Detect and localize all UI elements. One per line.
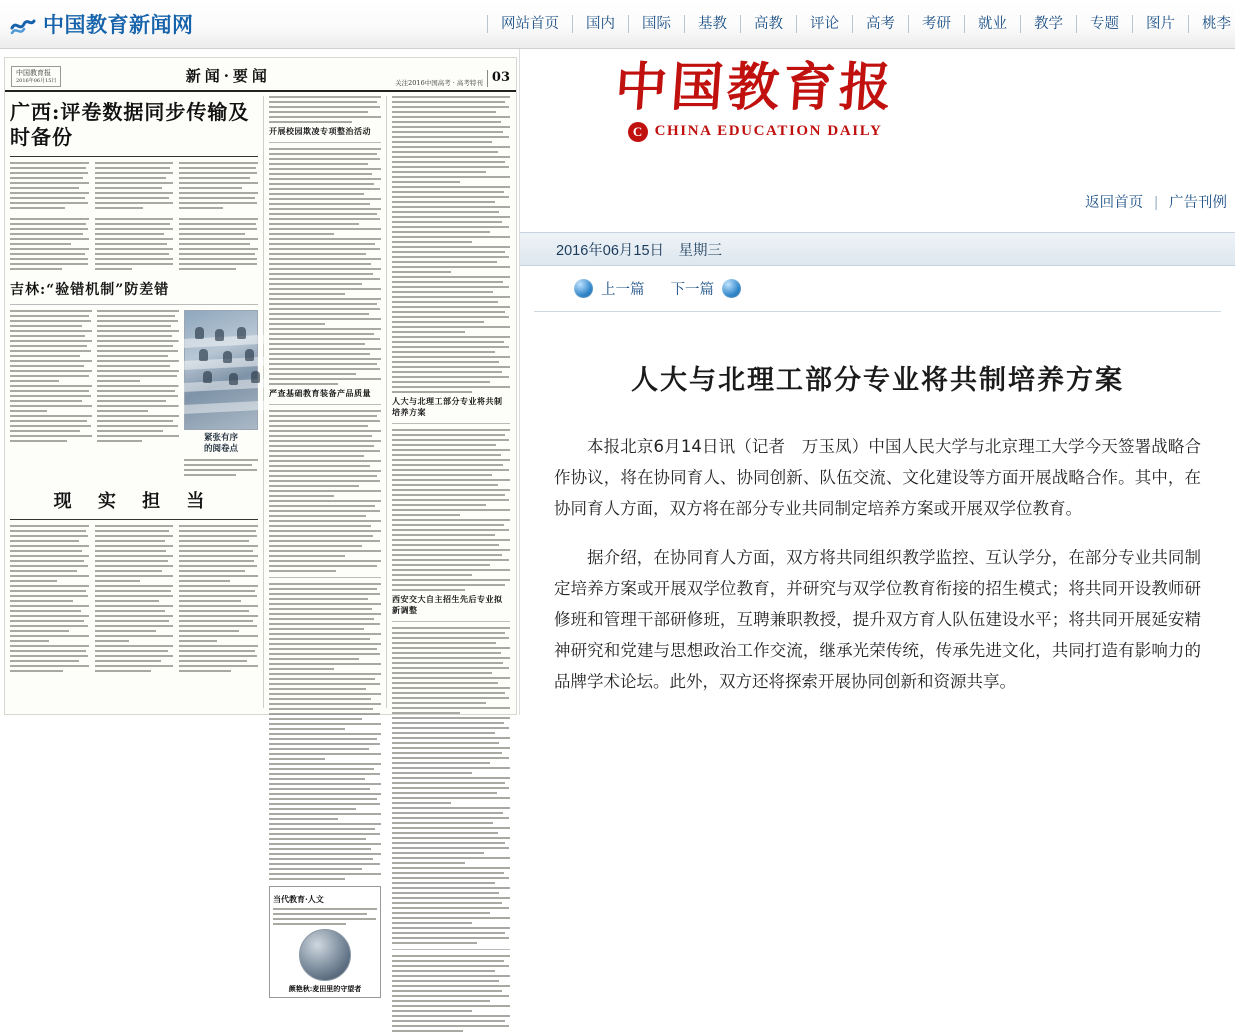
newspaper-column-1 <box>10 96 264 708</box>
newspaper-column-3 <box>392 96 510 708</box>
prev-article-link[interactable]: 上一篇 <box>601 282 645 298</box>
newspaper-masthead <box>5 58 516 92</box>
column-text-block <box>179 218 258 273</box>
column-text-block <box>392 96 510 393</box>
ad-rates-link[interactable]: 广告刊例 <box>1169 195 1227 211</box>
column-text-block <box>269 96 381 123</box>
newspaper-photo-exam-room <box>184 310 258 430</box>
publication-date: 2016年06月15日 星期三 <box>556 242 723 259</box>
china-education-daily-logo[interactable] <box>595 57 915 142</box>
column-text-block <box>392 955 510 1032</box>
article-paragraph-1: 本报北京6月14日讯（记者 万玉凤）中国人民大学与北京理工大学今天签署战略合作协议，将在协同育人、协同创新、队伍交流、文化建设等方面开展战略合作。其中，在协同育人方面，双方将在部分专业共同制定培养方案或开展双学位教育。 <box>554 437 1201 518</box>
masthead-links <box>1085 191 1227 212</box>
nav-item-1[interactable]: 国内 <box>573 15 629 33</box>
site-brand[interactable] <box>0 9 300 39</box>
nav-item-11[interactable]: 图片 <box>1133 15 1189 33</box>
newspaper-bottom-label: 当代教育·人文 <box>273 894 324 904</box>
paper-title-cn: 中国教育报 <box>612 57 898 118</box>
paper-title-en-row <box>595 122 915 142</box>
nav-item-10[interactable]: 专题 <box>1077 15 1133 33</box>
newspaper-bottom-title: 颜艳秋:麦田里的守望者 <box>288 984 362 993</box>
nav-item-4[interactable]: 高教 <box>741 15 797 33</box>
column-text-block <box>10 218 89 273</box>
nav-item-12[interactable]: 桃李 <box>1202 16 1231 32</box>
paper-masthead-area <box>520 49 1235 232</box>
newspaper-page-meta <box>395 70 510 87</box>
next-article-link[interactable]: 下一篇 <box>670 282 714 298</box>
wave-logo-icon <box>10 11 36 37</box>
newspaper-headline-col3-mid: 西安交大自主招生先后专业拟新调整 <box>392 594 503 615</box>
newspaper-page-number: 03 <box>487 70 510 87</box>
column-text-block <box>95 525 174 675</box>
newspaper-page-image[interactable] <box>4 57 517 993</box>
nav-item-9[interactable]: 教学 <box>1021 15 1077 33</box>
newspaper-headline-second: 吉林:“验错机制”防差错 <box>10 282 170 298</box>
page-content <box>0 49 1235 993</box>
column-text-block <box>392 627 510 944</box>
globe-icon <box>722 279 741 298</box>
column-text-block <box>95 162 174 212</box>
column-text-block <box>10 525 89 675</box>
column-text-block <box>10 310 92 479</box>
newspaper-section-label: 新闻·要闻 <box>185 67 271 85</box>
column-text-block <box>97 310 179 479</box>
nav-item-2[interactable]: 国际 <box>629 15 685 33</box>
article-headline: 人大与北理工部分专业将共制培养方案 <box>631 365 1124 396</box>
article-pager <box>534 266 1221 312</box>
newspaper-headline-col3-top: 人大与北理工部分专业将共制培养方案 <box>392 396 503 417</box>
date-bar <box>520 232 1235 266</box>
newspaper-nameplate: 中国教育报 2016年06月15日 <box>11 66 61 87</box>
nav-item-8[interactable]: 就业 <box>965 15 1021 33</box>
newspaper-edition-note: 关注2016中国高考 · 高考特刊 <box>395 78 483 87</box>
column-text-block <box>392 429 510 591</box>
nav-item-0[interactable]: 网站首页 <box>487 15 573 33</box>
site-brand-label: 中国教育新闻网 <box>43 13 194 37</box>
newspaper-headline-col2-top: 开展校园欺凌专项整治活动 <box>269 126 371 136</box>
column-text-block <box>184 459 258 476</box>
newspaper-headline-col2-mid: 严查基础教育装备产品质量 <box>269 388 371 398</box>
home-link[interactable]: 返回首页 <box>1085 195 1144 211</box>
nav-item-5[interactable]: 评论 <box>797 15 853 33</box>
newspaper-photo-caption: 紧张有序 的阅卷点 <box>203 433 238 455</box>
column-text-block <box>95 218 174 273</box>
nav-item-6[interactable]: 高考 <box>853 15 909 33</box>
newspaper-column-2 <box>269 96 387 993</box>
paper-title-en: CHINA EDUCATION DAILY <box>654 123 883 140</box>
nav-item-3[interactable]: 基教 <box>685 15 741 33</box>
article-pane <box>519 49 1235 715</box>
column-text-block <box>179 162 258 212</box>
article-paragraph-2: 据介绍，在协同育人方面，双方将共同组织教学监控、互认学分，在部分专业共同制定培养方案或开展双学位教育，并研究与双学位教育衔接的招生模式；将共同开设教师研修班和管理干部研修班，互聘兼职教授，提升双方育人队伍建设水平；将共同开展延安精神研究和党建与思想政治工作交流，继承光荣传统，传承先进文化，共同打造有影响力的品牌学术论坛。此外，双方还将探索开展协同创新和资源共享。 <box>554 548 1201 691</box>
globe-icon <box>574 279 593 298</box>
column-text-block <box>269 148 381 385</box>
link-separator: | <box>1154 195 1158 211</box>
newspaper-headline-feature: 现 实 担 当 <box>53 491 215 513</box>
column-text-block <box>269 583 381 880</box>
column-text-block <box>10 162 89 212</box>
newspaper-columns <box>5 92 516 993</box>
nav-item-7[interactable]: 考研 <box>909 15 965 33</box>
newspaper-sidebar-box <box>269 886 381 998</box>
site-header <box>0 0 1235 49</box>
newspaper-headline-lead: 广西:评卷数据同步传输及时备份 <box>10 100 250 149</box>
newspaper-page-pane <box>0 49 519 993</box>
primary-nav <box>300 0 1235 48</box>
newspaper-portrait-photo <box>299 929 351 981</box>
globe-icon: C <box>628 122 648 142</box>
column-text-block <box>269 410 381 572</box>
column-text-block <box>179 525 258 675</box>
